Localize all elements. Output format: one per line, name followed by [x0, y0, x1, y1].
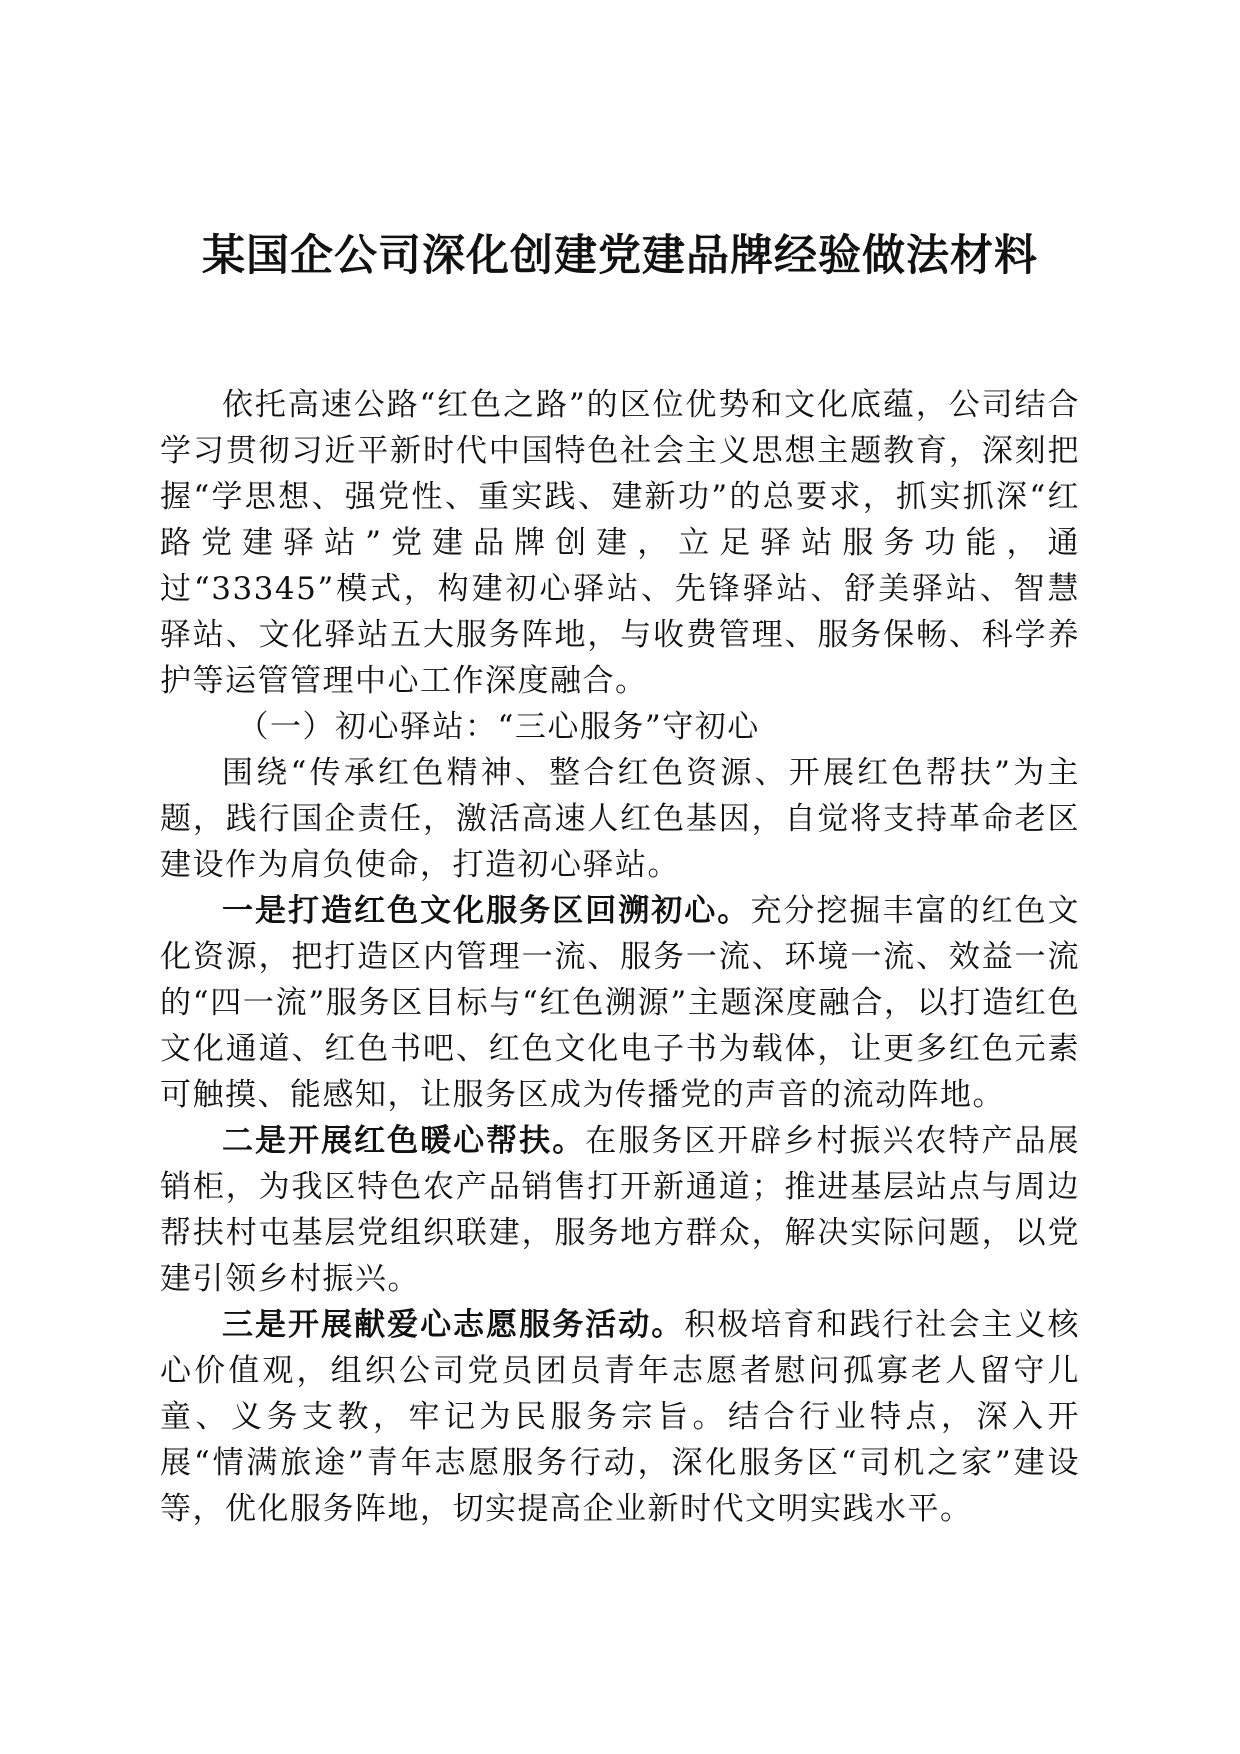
point-paragraph-2: [160, 1118, 1080, 1302]
section-summary: 围绕“传承红色精神、整合红色资源、开展红色帮扶”为主题，践行国企责任，激活高速人红色基因，自觉将支持革命老区建设作为肩负使命，打造初心驿站。: [160, 755, 1080, 883]
point-text-1: 充分挖掘丰富的红色文化资源，把打造区内管理一流、服务一流、环境一流、效益一流的“四一流”服务区目标与“红色溯源”主题深度融合，以打造红色文化通道、红色书吧、红色文化电子书为载体，让更多红色元素可触摸、能感知，让服务区成为传播党的声音的流动阵地。: [160, 893, 1081, 1113]
point-lead-3: 三是开展献爱心志愿服务活动。: [222, 1307, 685, 1343]
intro-paragraph: 依托高速公路“红色之路”的区位优势和文化底蕴，公司结合学习贯彻习近平新时代中国特色社会主义思想主题教育，深刻把握“学思想、强党性、重实践、建新功”的总要求，抓实抓深“红路党建驿站”党建品牌创建，立足驿站服务功能，通过“33345”模式，构建初心驿站、先锋驿站、舒美驿站、智慧驿站、文化驿站五大服务阵地，与收费管理、服务保畅、科学养护等运管管理中心工作深度融合。: [160, 387, 1080, 699]
point-lead-1: 一是打造红色文化服务区回溯初心。: [222, 893, 751, 929]
point-text-3: 积极培育和践行社会主义核心价值观，组织公司党员团员青年志愿者慰问孤寡老人留守儿童、义务支教，牢记为民服务宗旨。结合行业特点，深入开展“情满旅途”青年志愿服务行动，深化服务区“司机之家”建设等，优化服务阵地，切实提高企业新时代文明实践水平。: [160, 1307, 1081, 1527]
point-paragraph-3: [160, 1302, 1080, 1532]
document-body: [160, 382, 1080, 1532]
point-lead-2: 二是开展红色暖心帮扶。: [222, 1123, 586, 1159]
point-text-2: 在服务区开辟乡村振兴农特产品展销柜，为我区特色农产品销售打开新通道；推进基层站点与周边帮扶村屯基层党组织联建，服务地方群众，解决实际问题，以党建引领乡村振兴。: [160, 1123, 1080, 1297]
section-heading: （一）初心驿站：“三心服务”守初心: [237, 709, 760, 745]
point-paragraph-1: [160, 888, 1080, 1118]
document-title: 某国企公司深化创建党建品牌经验做法材料: [202, 231, 1038, 281]
